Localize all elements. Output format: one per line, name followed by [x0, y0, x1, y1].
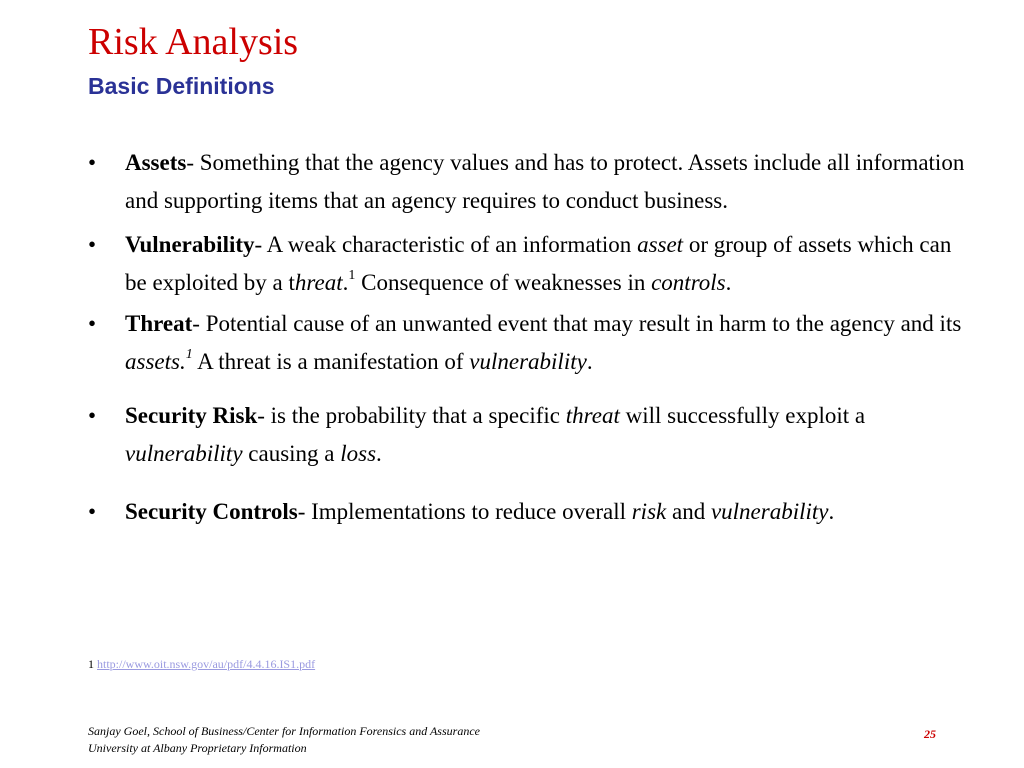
definition-text: .	[828, 499, 835, 524]
definition-text: .	[376, 441, 382, 466]
definition-text: causing a	[242, 441, 341, 466]
footer-line-author: Sanjay Goel, School of Business/Center for Information Forensics and Assurance	[88, 724, 480, 738]
definition-text: .	[342, 270, 349, 295]
definition-list	[88, 144, 968, 531]
bullet-marker: •	[88, 311, 97, 336]
definition-text: - A weak characteristic of an information	[254, 232, 638, 257]
term-assets: Assets	[125, 150, 187, 175]
page-number: 25	[924, 727, 936, 741]
footnote-ref	[186, 347, 193, 362]
definition-text: .	[586, 349, 593, 374]
term-vulnerability: Vulnerability	[125, 232, 255, 257]
emphasis-loss: loss	[340, 441, 377, 466]
definition-text: - Potential cause of an unwanted event that may result in harm to the agency and its	[192, 311, 962, 336]
list-item-threat	[88, 305, 968, 381]
slide-subtitle: Basic Definitions	[88, 73, 275, 99]
definition-text: .	[725, 270, 732, 295]
emphasis-asset: asset	[637, 232, 684, 257]
term-security-controls: Security Controls	[125, 499, 298, 524]
emphasis-vulnerability: vulnerability	[125, 441, 243, 466]
bullet-marker: •	[88, 232, 97, 257]
footer-attribution	[88, 723, 480, 757]
definition-text: Consequence of weaknesses in	[355, 270, 652, 295]
list-item-security-risk	[88, 397, 968, 473]
definition-text: or group of assets which can be exploited by a t	[125, 232, 952, 295]
emphasis-assets: assets.	[125, 349, 186, 374]
footer-line-proprietary: University at Albany Proprietary Information	[88, 741, 307, 755]
emphasis-vulnerability: vulnerability	[469, 349, 587, 374]
list-item-security-controls	[88, 493, 968, 531]
emphasis-risk: risk	[631, 499, 667, 524]
emphasis-threat: threat	[565, 403, 620, 428]
footnote-ref: 1	[348, 268, 356, 284]
bullet-marker: •	[88, 499, 97, 524]
definition-assets: - Something that the agency values and has to protect. Assets include all information and supporting items that an agency requires to conduct business.	[125, 150, 965, 213]
definition-text: A threat is a manifestation of	[192, 349, 470, 374]
footnote-ref-number: 1	[185, 347, 193, 363]
term-threat: Threat	[125, 311, 193, 336]
footnote	[88, 656, 315, 672]
definition-text: - Implementations to reduce overall	[297, 499, 632, 524]
emphasis-controls: controls	[651, 270, 726, 295]
definition-text: will successfully exploit a	[619, 403, 866, 428]
slide-title: Risk Analysis	[88, 21, 299, 63]
footnote-link[interactable]: http://www.oit.nsw.gov/au/pdf/4.4.16.IS1.pdf	[97, 657, 316, 671]
bullet-marker: •	[88, 403, 97, 428]
bullet-marker: •	[88, 150, 97, 175]
emphasis-threat: hreat	[294, 270, 343, 295]
footnote-number: 1	[88, 657, 94, 671]
emphasis-vulnerability: vulnerability	[710, 499, 829, 524]
term-security-risk: Security Risk	[125, 403, 258, 428]
definition-text: - is the probability that a specific	[257, 403, 566, 428]
list-item-assets	[88, 144, 968, 220]
definition-text: and	[666, 499, 711, 524]
list-item-vulnerability	[88, 226, 968, 302]
